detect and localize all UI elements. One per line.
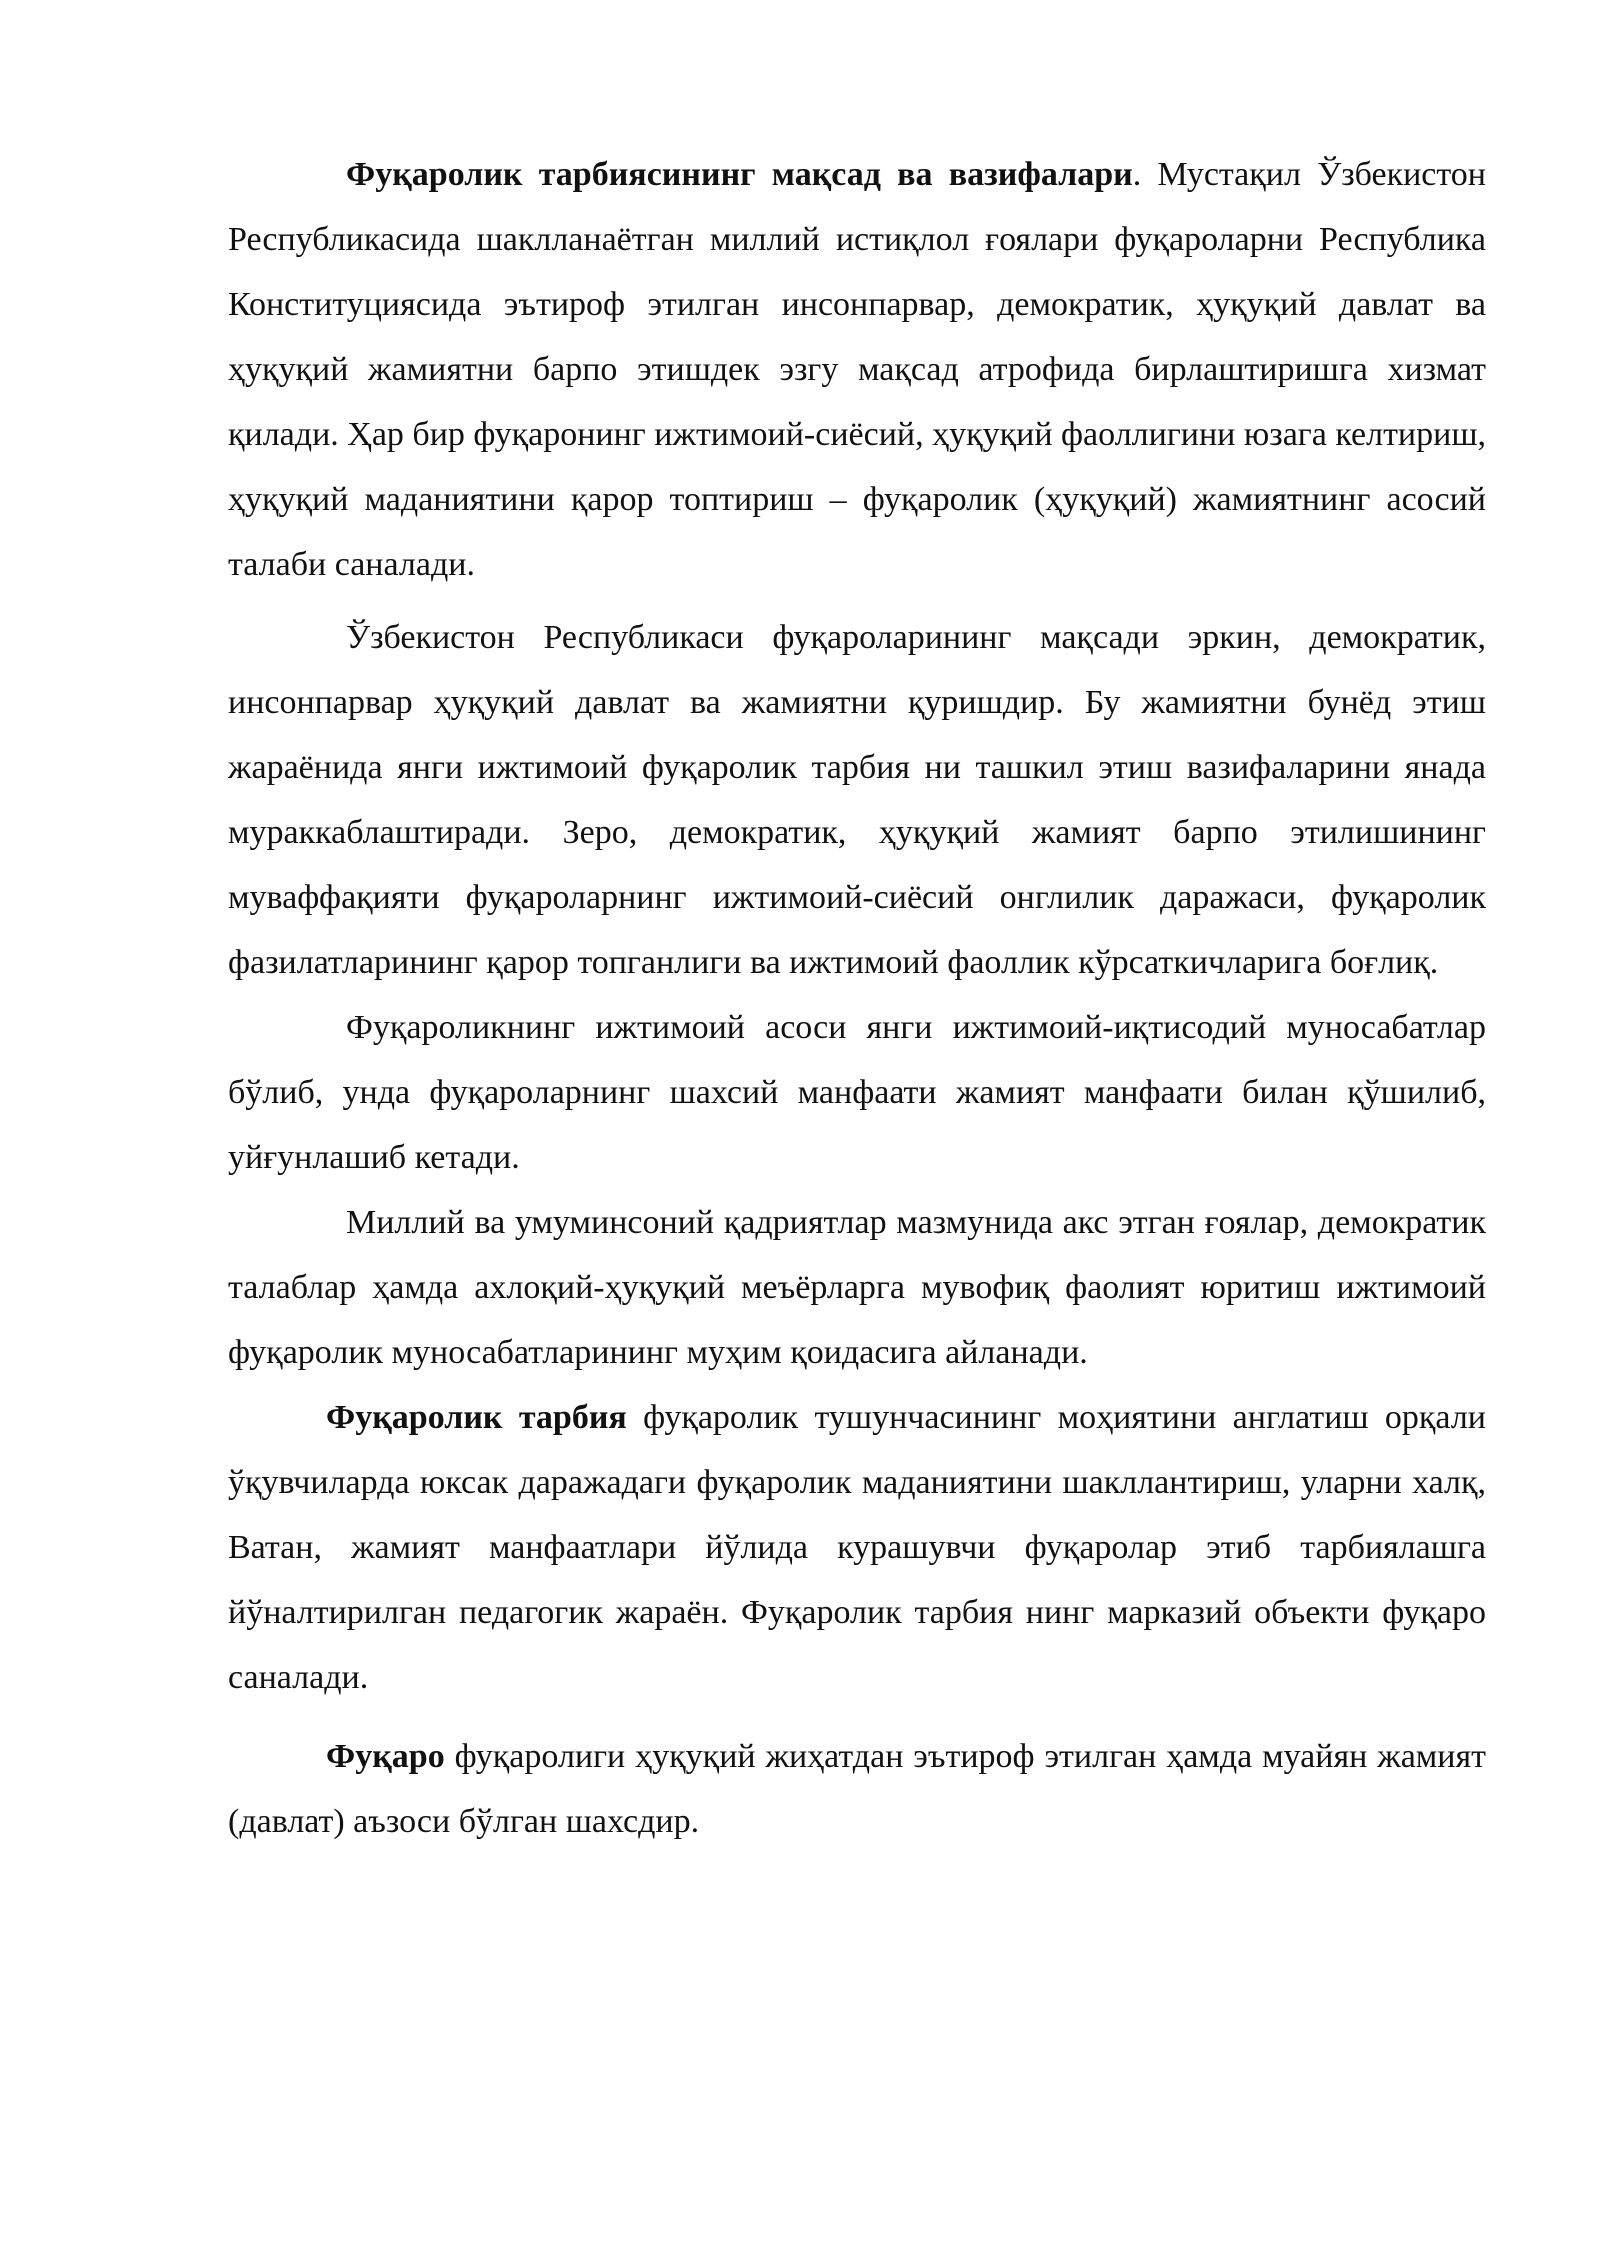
paragraph-aim-text: Ўзбекистон Республикаси фуқароларининг мақсади эркин, демократик, инсонпарвар ҳуқуқий давлат ва жамиятни қуришдир. Бу жамиятни бунёд этиш жараёнида янги ижтимоий фуқаролик тарбия ни ташкил этиш вазифаларини янада мураккаблаштиради. Зеро, демократик, ҳуқуқий жамият барпо этилишининг муваффақияти фуқароларнинг ижтимоий-сиёсий онглилик даражаси, фуқаролик фазилатларининг қарор топганлиги ва ижтимоий фаоллик кўрсаткичларига боғлиқ.: [228, 619, 1486, 981]
paragraph-citizen-text: фуқаролиги ҳуқуқий жиҳатдан эътироф этилган ҳамда муайян жамият (давлат) аъзоси бўлган шахсдир.: [228, 1738, 1486, 1840]
paragraph-basis-text: Фуқароликнинг ижтимоий асоси янги ижтимоий-иқтисодий муносабатлар бўлиб, унда фуқароларнинг шахсий манфаати жамият манфаати билан қўшилиб, уйғунлашиб кетади.: [228, 1009, 1486, 1176]
paragraph-aim: [228, 605, 1486, 995]
paragraph-civic-education-heading: Фуқаролик тарбия: [326, 1399, 627, 1436]
paragraph-citizen-heading: Фуқаро: [326, 1738, 445, 1775]
paragraph-goals-text: . Мустақил Ўзбекистон Республикасида шаклланаётган миллий истиқлол ғоялари фуқароларни Республика Конституциясида эътироф этилган инсонпарвар, демократик, ҳуқуқий давлат ва ҳуқуқий жамиятни барпо этишдек эзгу мақсад атрофида бирлаштиришга хизмат қилади. Ҳар бир фуқаронинг ижтимоий-сиёсий, ҳуқуқий фаоллигини юзага келтириш, ҳуқуқий маданиятини қарор топтириш – фуқаролик (ҳуқуқий) жамиятнинг асосий талаби саналади.: [228, 156, 1486, 583]
paragraph-goals-heading: Фуқаролик тарбиясининг мақсад ва вазифалари: [346, 156, 1133, 193]
paragraph-civic-education: [228, 1385, 1486, 1710]
paragraph-values: [228, 1190, 1486, 1385]
document-page: [228, 142, 1486, 1854]
paragraph-civic-education-text: фуқаролик тушунчасининг моҳиятини англатиш орқали ўқувчиларда юксак даражадаги фуқаролик маданиятини шакллантириш, уларни халқ, Ватан, жамият манфаатлари йўлида курашувчи фуқаролар этиб тарбиялашга йўналтирилган педагогик жараён. Фуқаролик тарбия нинг марказий объекти фуқаро саналади.: [228, 1399, 1486, 1696]
paragraph-values-text: Миллий ва умуминсоний қадриятлар мазмунида акс этган ғоялар, демократик талаблар ҳамда ахлоқий-ҳуқуқий меъёрларга мувофиқ фаолият юритиш ижтимоий фуқаролик муносабатларининг муҳим қоидасига айланади.: [228, 1204, 1486, 1371]
paragraph-goals: [228, 142, 1486, 597]
paragraph-basis: [228, 995, 1486, 1190]
paragraph-citizen: [228, 1724, 1486, 1854]
